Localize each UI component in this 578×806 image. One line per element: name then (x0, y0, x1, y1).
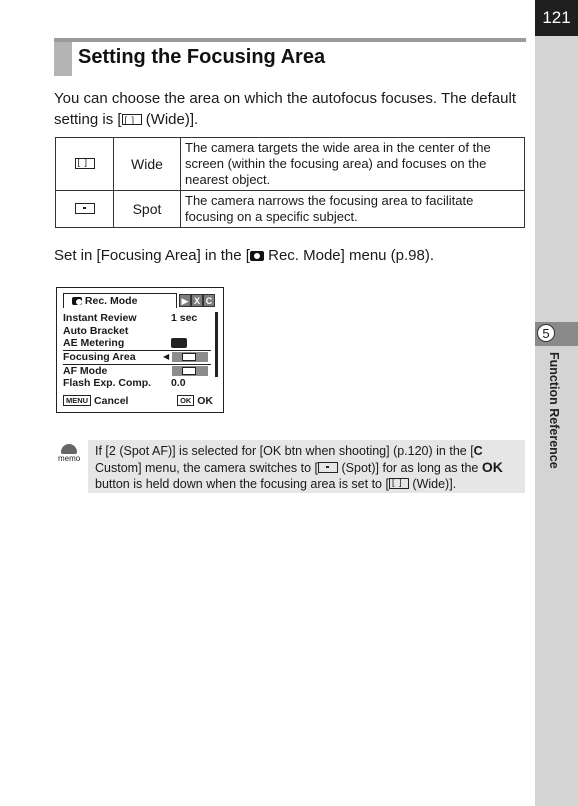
rec-mode-tab-label: Rec. Mode (84, 295, 138, 307)
custom-tab-icon: C (203, 294, 215, 307)
menu-row-label: Focusing Area (63, 351, 136, 364)
menu-scrollbar (215, 312, 218, 377)
table-icon-cell (56, 138, 114, 191)
menu-row-label: Instant Review (63, 312, 137, 324)
ok-group (177, 395, 213, 407)
wide-af-icon (75, 158, 95, 169)
menu-row-af-mode (63, 365, 211, 378)
camera-menu-list (63, 312, 211, 390)
table-icon-cell (56, 191, 114, 228)
menu-row-label: Flash Exp. Comp. (63, 377, 152, 390)
cancel-label: Cancel (94, 395, 129, 407)
af-mode-value (172, 366, 208, 376)
memo-text: Custom] menu, the camera switches to [ (95, 461, 319, 475)
menu-row-value: 0.0 (171, 377, 186, 390)
left-arrow-icon: ◀ (163, 352, 170, 362)
camera-menu-footer (63, 395, 215, 409)
metering-icon (171, 338, 187, 348)
ok-button-glyph: OK (481, 459, 503, 475)
chapter-label: Function Reference (547, 352, 561, 469)
title-marker (54, 42, 72, 76)
camera-icon (250, 251, 264, 261)
custom-menu-icon: C (473, 444, 483, 458)
intro-line2-pre: setting is [ (54, 111, 122, 128)
menu-row-ae-metering (63, 337, 211, 350)
setup-tab-icon: X (191, 294, 203, 307)
set-in-pre: Set in [Focusing Area] in the [ (54, 247, 250, 264)
menu-row-flash-exp-comp (63, 377, 211, 390)
menu-row-value: 1 sec (171, 312, 198, 324)
spot-af-icon (75, 203, 95, 214)
wide-af-icon (122, 114, 142, 125)
intro-paragraph (54, 88, 524, 130)
spot-af-icon (318, 462, 338, 473)
menu-row-focusing-area (63, 350, 211, 365)
memo-icon-head (61, 444, 77, 454)
memo-icon-label: memo (58, 454, 81, 463)
menu-row-instant-review (63, 312, 211, 325)
page-number: 121 (535, 0, 578, 36)
set-in-instruction (54, 247, 434, 264)
focus-modes-table (55, 137, 525, 228)
camera-icon (72, 297, 82, 305)
mode-description: The camera narrows the focusing area to facilitate focusing on a specific subject. (181, 191, 525, 228)
menu-row-label: Auto Bracket (63, 324, 129, 337)
intro-line2-post: (Wide)]. (141, 111, 199, 128)
memo-text: (Spot)] for as long as the (338, 461, 482, 475)
table-row (56, 138, 525, 191)
wide-af-icon (389, 478, 409, 489)
set-in-post: Rec. Mode] menu (p.98). (263, 247, 435, 264)
focusing-area-value (172, 352, 208, 362)
menu-key-icon: MENU (63, 395, 91, 406)
title-rule (54, 38, 526, 42)
ok-key-icon: OK (177, 395, 194, 406)
ok-label: OK (197, 395, 213, 407)
camera-menu-screenshot (56, 287, 224, 413)
menu-row-label: AF Mode (63, 364, 108, 377)
memo-text: (Wide)]. (408, 477, 457, 491)
memo-icon (58, 444, 80, 466)
playback-tab-icon: ▶ (179, 294, 191, 307)
menu-row-auto-bracket (63, 325, 211, 338)
memo-text: button is held down when the focusing area is set to [ (95, 477, 389, 491)
memo-note (88, 440, 525, 493)
mode-name: Wide (114, 138, 181, 191)
intro-line1: You can choose the area on which the autofocus focuses. The default (54, 90, 516, 107)
page-title: Setting the Focusing Area (78, 46, 326, 68)
memo-text: If [2 (Spot AF)] is selected for [OK btn when shooting] (p.120) in the [ (95, 444, 474, 458)
af-mode-icon (182, 367, 196, 375)
camera-menu-tabbar (63, 293, 215, 308)
chapter-number: 5 (537, 324, 555, 342)
table-row (56, 191, 525, 228)
wide-af-icon (182, 353, 196, 361)
mode-name: Spot (114, 191, 181, 228)
rec-mode-tab (63, 293, 177, 308)
mode-description: The camera targets the wide area in the center of the screen (within the focusing area) and focuses on the nearest object. (181, 138, 525, 191)
menu-row-label: AE Metering (63, 337, 125, 350)
